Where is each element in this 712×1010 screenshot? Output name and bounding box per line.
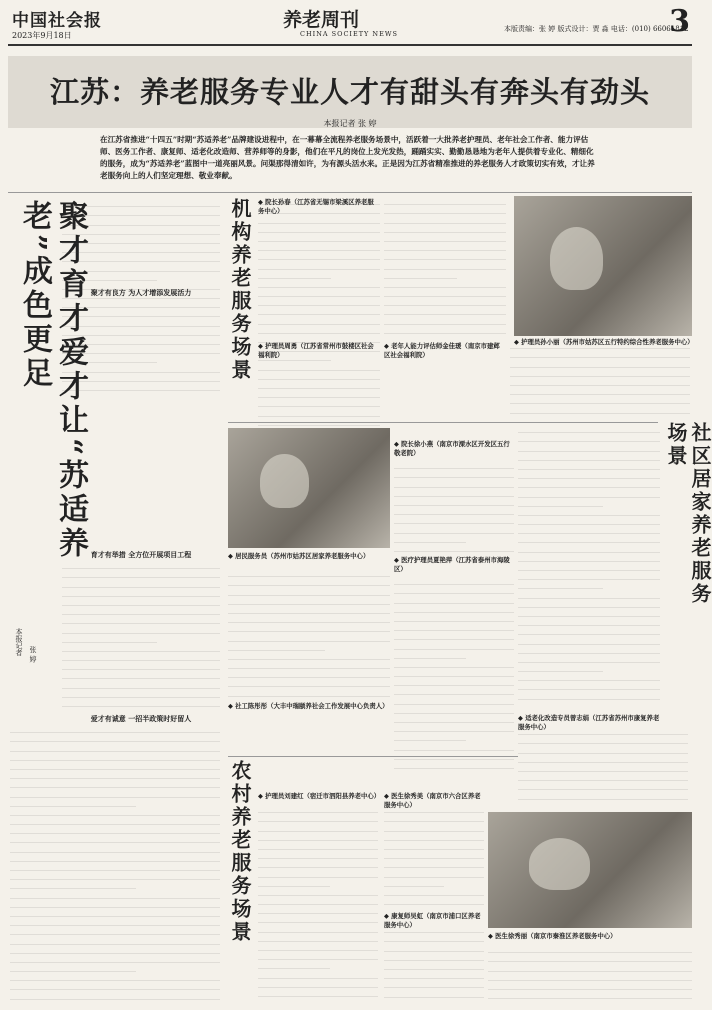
text-line xyxy=(62,308,220,317)
text-line xyxy=(394,631,514,640)
text-line xyxy=(518,654,660,663)
lower-column-2 xyxy=(394,460,514,554)
text-line xyxy=(510,395,690,404)
text-line xyxy=(10,862,220,871)
text-line xyxy=(62,363,220,372)
text-line xyxy=(518,589,660,598)
text-line xyxy=(518,461,660,470)
sidebar-author-label: 本报记者 xyxy=(15,628,23,656)
text-line xyxy=(228,596,390,605)
text-line xyxy=(258,361,380,370)
text-line xyxy=(384,961,484,970)
caption-photo-2: ◆ 居民服务员（苏州市姑苏区居家养老服务中心） xyxy=(228,552,370,560)
text-line xyxy=(384,859,484,868)
text-line xyxy=(510,358,690,367)
text-line xyxy=(258,288,380,297)
text-line xyxy=(10,899,220,908)
profile-4: ◆ 社工陈彤彤（大丰中瑞颐养社会工作发展中心负责人） xyxy=(228,702,389,710)
text-line xyxy=(258,951,378,960)
text-line xyxy=(394,543,514,552)
middle-column-2 xyxy=(384,196,506,336)
text-line xyxy=(518,488,660,497)
text-line xyxy=(10,926,220,935)
text-line xyxy=(10,889,220,898)
text-line xyxy=(10,843,220,852)
text-line xyxy=(384,813,484,822)
text-line xyxy=(10,972,220,981)
text-line xyxy=(228,605,390,614)
text-line xyxy=(62,689,220,698)
text-line xyxy=(10,981,220,990)
text-line xyxy=(62,615,220,624)
text-line xyxy=(228,623,390,632)
text-line xyxy=(518,744,688,753)
text-line xyxy=(384,260,506,269)
text-line xyxy=(518,681,660,690)
divider-middle xyxy=(228,422,658,423)
text-line xyxy=(258,813,378,822)
text-line xyxy=(258,969,378,978)
text-line xyxy=(10,880,136,889)
newspaper-logo: 中国社会报 xyxy=(12,11,102,31)
text-line xyxy=(394,723,514,732)
text-line xyxy=(62,226,220,235)
text-line xyxy=(62,698,220,707)
text-line xyxy=(62,373,220,382)
rural-column-1 xyxy=(258,804,378,1004)
text-line xyxy=(394,659,514,668)
text-line xyxy=(518,507,660,516)
text-line xyxy=(518,534,660,543)
text-line xyxy=(62,634,157,643)
text-line xyxy=(510,377,690,386)
photo-rural-doctor xyxy=(488,812,692,928)
text-line xyxy=(228,660,390,669)
caption-photo-3: ◆ 医生徐秀丽（南京市秦淮区养老服务中心） xyxy=(488,932,617,940)
text-line xyxy=(258,315,380,324)
text-line xyxy=(62,606,220,615)
text-line xyxy=(10,807,220,816)
text-line xyxy=(10,908,220,917)
text-line xyxy=(488,953,692,962)
text-line xyxy=(518,690,660,699)
text-line xyxy=(518,525,660,534)
text-line xyxy=(62,216,220,225)
text-line xyxy=(518,626,660,635)
text-line xyxy=(384,288,506,297)
text-line xyxy=(518,781,688,790)
text-line xyxy=(384,979,484,988)
left-column-text-mid xyxy=(62,560,220,710)
text-line xyxy=(518,763,688,772)
text-line xyxy=(518,754,688,763)
text-line xyxy=(384,205,506,214)
intro-paragraph: 在江苏省推进“十四五”时期“苏适养老”品牌建设进程中，在一幕幕全流程养老服务场景中，活跃着一大批养老护理员、老年社会工作者、能力评估师、医务工作者、康复师、适老化改造师、营养师等的身影，他们在平凡的岗位上发光发热，踊踊实实、勤勤恳恳地为老年人提供着专业化、精细化的服务，成为“苏适养老”蓝图中一道亮丽风景。问渠那得清如许，为有源头活水来。正是因为江苏省精准推进的养老服务人才政策切实有效，才让养老服务向上的人们坚定理想、敬业奉献。 xyxy=(100,135,595,180)
text-line xyxy=(394,515,514,524)
text-line xyxy=(258,251,380,260)
photo-community-service xyxy=(228,428,390,548)
text-line xyxy=(258,841,378,850)
text-line xyxy=(62,262,220,271)
text-line xyxy=(384,233,506,242)
text-line xyxy=(62,317,220,326)
text-line xyxy=(384,832,484,841)
section-tag-rural: 农村养老服务场景 xyxy=(228,760,252,944)
text-line xyxy=(394,677,514,686)
text-line xyxy=(384,896,484,905)
text-line xyxy=(518,562,660,571)
text-line xyxy=(384,804,484,813)
text-line xyxy=(384,878,444,887)
text-line xyxy=(394,613,514,622)
left-column-text-top xyxy=(62,198,220,398)
text-line xyxy=(518,599,660,608)
text-line xyxy=(258,887,378,896)
left-subheading-2: 育才有举措 全方位开展项目工程 xyxy=(90,550,192,559)
text-line xyxy=(258,878,330,887)
text-line xyxy=(258,306,380,315)
text-line xyxy=(62,670,220,679)
text-line xyxy=(394,650,466,659)
section-subtitle: CHINA SOCIETY NEWS xyxy=(300,30,398,38)
text-line xyxy=(394,622,514,631)
text-line xyxy=(62,272,157,281)
editor-info: 本版责编：张 婷 版式设计：贾 淼 电话：(010) 66061812 xyxy=(504,25,689,33)
text-line xyxy=(394,732,466,741)
text-line xyxy=(10,853,220,862)
text-line xyxy=(258,960,330,969)
text-line xyxy=(258,371,380,380)
text-line xyxy=(258,242,380,251)
text-line xyxy=(258,988,378,997)
text-line xyxy=(10,724,220,733)
text-line xyxy=(62,336,220,345)
text-line xyxy=(258,868,378,877)
text-line xyxy=(518,672,660,681)
text-line xyxy=(228,669,390,678)
text-line xyxy=(384,251,506,260)
text-line xyxy=(10,917,220,926)
text-line xyxy=(384,224,506,233)
text-line xyxy=(258,389,380,398)
text-line xyxy=(384,270,457,279)
text-line xyxy=(384,942,484,951)
text-line xyxy=(510,368,690,377)
text-line xyxy=(10,816,220,825)
text-line xyxy=(62,679,220,688)
text-line xyxy=(394,576,514,585)
text-line xyxy=(258,914,378,923)
middle-column-3 xyxy=(510,338,694,420)
text-line xyxy=(384,196,506,205)
text-line xyxy=(384,988,484,997)
lower-column-4 xyxy=(518,424,660,704)
text-line xyxy=(394,497,514,506)
section-tag-community: 社区居家养老服务场景 xyxy=(664,422,712,606)
text-line xyxy=(394,506,514,515)
text-line xyxy=(10,963,136,972)
text-line xyxy=(384,242,506,251)
text-line xyxy=(10,742,220,751)
text-line xyxy=(10,990,220,999)
profile-6: ◆ 院长徐小燕（南京市溧水区开发区五行敬老院） xyxy=(394,440,510,457)
text-line xyxy=(62,354,157,363)
profile-3: ◆ 老年人能力评估师金佳瑗（南京市建邺区社会福利院） xyxy=(384,342,500,359)
text-line xyxy=(62,597,220,606)
sidebar-headline: 聚才育才爱才让“苏适养老”成色更足 xyxy=(17,200,88,562)
text-line xyxy=(394,604,514,613)
section-tag-institutional: 机构养老服务场景 xyxy=(228,198,252,382)
text-line xyxy=(488,981,692,990)
sidebar-title xyxy=(14,200,88,620)
left-subheading-1: 聚才有良方 为人才增添发展活力 xyxy=(90,288,192,297)
headline: 江苏：养老服务专业人才有甜头有奔头有劲头 xyxy=(49,75,650,109)
text-line xyxy=(258,905,378,914)
text-line xyxy=(384,325,506,334)
page-number: 3 xyxy=(669,4,690,39)
text-line xyxy=(394,686,514,695)
text-line xyxy=(62,198,220,207)
text-line xyxy=(394,695,514,704)
text-line xyxy=(62,560,220,569)
text-line xyxy=(394,714,514,723)
text-line xyxy=(62,327,220,336)
text-line xyxy=(62,253,220,262)
text-line xyxy=(518,553,660,562)
profile-5: ◆ 医疗护理员夏艳萍（江苏省泰州市海陵区） xyxy=(394,556,510,573)
text-line xyxy=(488,990,692,999)
text-line xyxy=(258,407,380,416)
text-line xyxy=(518,479,660,488)
text-line xyxy=(258,850,378,859)
text-line xyxy=(228,577,390,586)
lower-column-5 xyxy=(518,726,688,808)
text-line xyxy=(258,804,378,813)
text-line xyxy=(62,207,220,216)
text-line xyxy=(258,297,380,306)
text-line xyxy=(258,859,378,868)
text-line xyxy=(384,279,506,288)
text-line xyxy=(258,224,380,233)
text-line xyxy=(384,850,484,859)
text-line xyxy=(10,798,136,807)
text-line xyxy=(488,972,692,981)
text-line xyxy=(384,952,484,961)
text-line xyxy=(518,645,660,654)
text-line xyxy=(62,235,220,244)
text-line xyxy=(518,543,660,552)
left-column-text-bottom xyxy=(10,724,220,1004)
text-line xyxy=(384,297,506,306)
text-line xyxy=(258,233,380,242)
text-line xyxy=(228,614,390,623)
text-line xyxy=(518,424,660,433)
text-line xyxy=(62,643,220,652)
text-line xyxy=(10,752,220,761)
text-line xyxy=(394,705,514,714)
text-line xyxy=(518,580,603,589)
text-line xyxy=(384,306,506,315)
text-line xyxy=(10,788,220,797)
text-line xyxy=(384,887,484,896)
text-line xyxy=(258,279,380,288)
text-line xyxy=(518,635,660,644)
text-line xyxy=(394,585,514,594)
text-line xyxy=(258,380,380,389)
text-line xyxy=(258,325,380,334)
lower-column-1 xyxy=(228,568,390,698)
text-line xyxy=(394,760,514,769)
text-line xyxy=(394,741,514,750)
text-line xyxy=(518,433,660,442)
sidebar-author: 张 婷 xyxy=(29,646,37,663)
text-line xyxy=(488,944,692,953)
text-line xyxy=(394,460,514,469)
text-line xyxy=(62,624,220,633)
text-line xyxy=(518,452,660,461)
profile-8: ◆ 护理员刘建红（宿迁市泗阳县养老中心） xyxy=(258,792,381,800)
text-line xyxy=(62,299,220,308)
text-line xyxy=(62,652,220,661)
text-line xyxy=(488,962,692,971)
text-line xyxy=(510,349,690,358)
text-line xyxy=(384,822,484,831)
text-line xyxy=(518,735,688,744)
lower-column-3 xyxy=(394,576,514,776)
text-line xyxy=(62,382,220,391)
left-subheading-3: 爱才有诚意 一招半政策时好留人 xyxy=(90,714,192,723)
text-line xyxy=(394,478,514,487)
text-line xyxy=(518,617,660,626)
text-line xyxy=(10,825,220,834)
text-line xyxy=(228,687,390,696)
text-line xyxy=(10,935,220,944)
profile-10: ◆ 康复师吴虹（南京市浦口区养老服务中心） xyxy=(384,912,481,929)
issue-date: 2023年9月18日 xyxy=(12,31,72,40)
text-line xyxy=(10,761,220,770)
text-line xyxy=(258,979,378,988)
text-line xyxy=(10,834,220,843)
text-line xyxy=(518,663,603,672)
profile-7: ◆ 适老化改造专员曾志娟（江苏省苏州市康复养老服务中心） xyxy=(518,714,660,731)
text-line xyxy=(10,871,220,880)
text-line xyxy=(258,896,378,905)
text-line xyxy=(394,668,514,677)
text-line xyxy=(228,651,390,660)
profile-1: ◆ 院长孙春（江苏省无锡市梁溪区养老服务中心） xyxy=(258,198,374,215)
text-line xyxy=(394,594,514,603)
text-line xyxy=(228,632,390,641)
profile-2: ◆ 护理员周勇（江苏省常州市鼓楼区社会福利院） xyxy=(258,342,374,359)
section-title: 养老周刊 xyxy=(283,9,360,31)
text-line xyxy=(510,404,690,413)
text-line xyxy=(62,244,220,253)
caption-photo-1: ◆ 护理员孙小丽（苏州市姑苏区五行特约综合性养老服务中心） xyxy=(514,338,694,346)
text-line xyxy=(518,571,660,580)
byline: 本报记者 张 婷 xyxy=(323,119,377,128)
text-line xyxy=(384,970,484,979)
text-line xyxy=(258,270,331,279)
text-line xyxy=(518,608,660,617)
text-line xyxy=(10,779,220,788)
text-line xyxy=(518,772,688,781)
text-line xyxy=(384,924,484,933)
text-line xyxy=(10,945,220,954)
text-line xyxy=(258,933,378,942)
text-line xyxy=(384,933,484,942)
text-line xyxy=(228,586,390,595)
text-line xyxy=(518,726,688,735)
text-line xyxy=(10,733,220,742)
text-line xyxy=(258,923,378,932)
text-line xyxy=(518,516,660,525)
text-line xyxy=(518,790,688,799)
text-line xyxy=(62,578,220,587)
text-line xyxy=(394,524,514,533)
text-line xyxy=(518,470,660,479)
text-line xyxy=(62,661,220,670)
text-line xyxy=(518,498,603,507)
text-line xyxy=(384,214,506,223)
photo-caregiver-elderly xyxy=(514,196,692,336)
divider-top xyxy=(8,192,692,193)
text-line xyxy=(384,868,484,877)
text-line xyxy=(228,568,390,577)
text-line xyxy=(10,954,220,963)
text-line xyxy=(258,942,378,951)
text-line xyxy=(10,770,220,779)
text-line xyxy=(62,569,220,578)
profile-9: ◆ 医生徐秀美（南京市六合区养老服务中心） xyxy=(384,792,481,809)
text-line xyxy=(258,260,380,269)
text-line xyxy=(384,315,506,324)
text-line xyxy=(258,822,378,831)
text-line xyxy=(228,678,390,687)
rural-column-2 xyxy=(384,804,484,910)
text-line xyxy=(62,345,220,354)
masthead xyxy=(8,4,692,46)
rural-column-3 xyxy=(384,924,484,1004)
text-line xyxy=(394,534,466,543)
rural-column-4 xyxy=(488,944,692,1004)
text-line xyxy=(394,488,514,497)
text-line xyxy=(394,640,514,649)
divider-rural xyxy=(228,756,518,757)
text-line xyxy=(394,469,514,478)
text-line xyxy=(384,841,484,850)
text-line xyxy=(258,832,378,841)
text-line xyxy=(510,386,690,395)
text-line xyxy=(228,642,325,651)
text-line xyxy=(62,588,220,597)
text-line xyxy=(258,398,380,407)
middle-column-1 xyxy=(258,196,380,426)
text-line xyxy=(518,442,660,451)
